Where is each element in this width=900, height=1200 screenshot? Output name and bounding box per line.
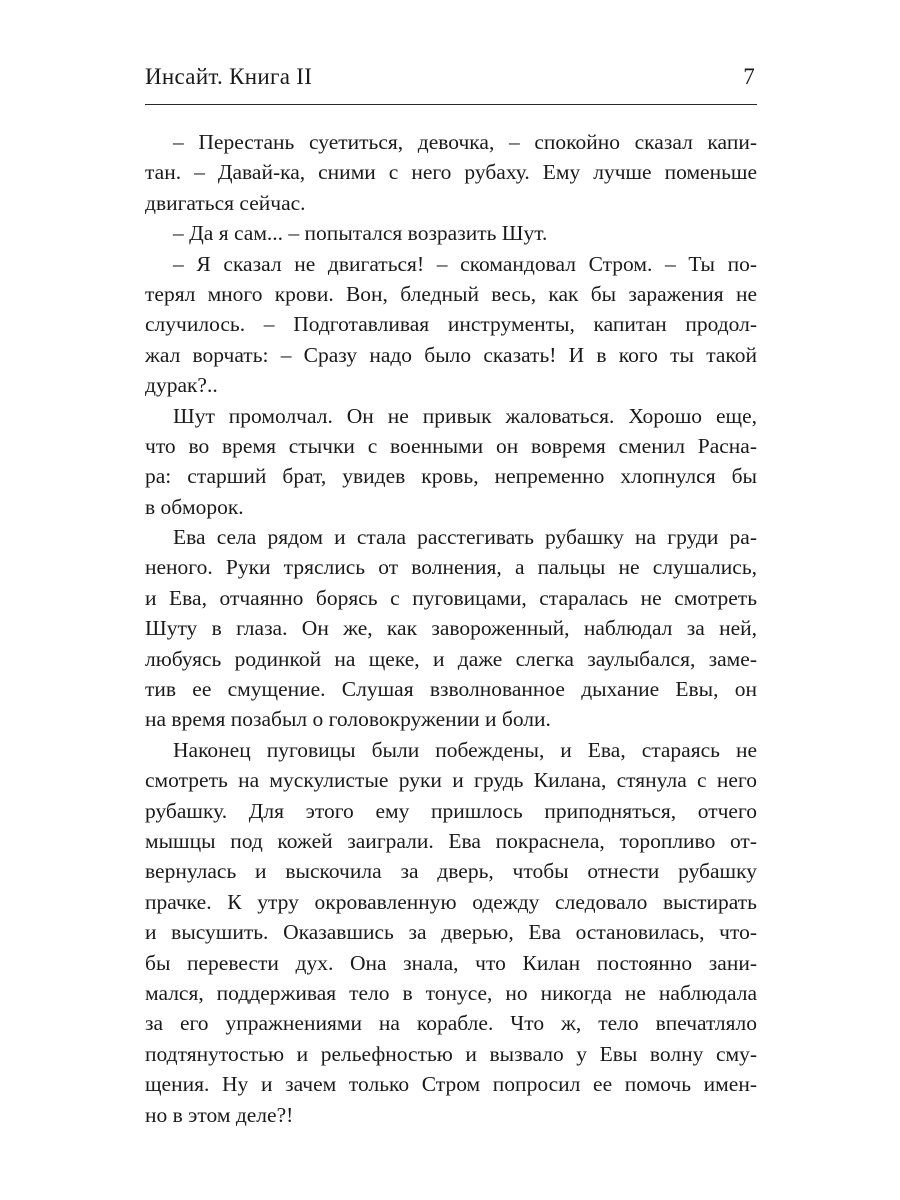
text-line: и высушить. Оказавшись за дверью, Ева остановилась, что- xyxy=(145,920,757,945)
paragraph xyxy=(145,127,757,218)
text-line: – Я сказал не двигаться! – скомандовал Стром. – Ты по- xyxy=(173,251,757,276)
text-line: бы перевести дух. Она знала, что Килан постоянно зани- xyxy=(145,950,757,975)
paragraph xyxy=(145,218,757,248)
text-line: рубашку. Для этого ему пришлось приподняться, отчего xyxy=(145,798,757,823)
text-line: случилось. – Подготавливая инструменты, капитан продол- xyxy=(145,312,757,337)
text-line: на время позабыл о головокружении и боли. xyxy=(145,707,551,732)
text-line: Шут промолчал. Он не привык жаловаться. Хорошо еще, xyxy=(173,403,757,428)
text-line: смотреть на мускулистые руки и грудь Килана, стянула с него xyxy=(145,768,757,793)
text-line: тан. – Давай-ка, сними с него рубаху. Ему лучше поменьше xyxy=(145,160,757,185)
paragraph xyxy=(145,735,757,1130)
text-line: – Перестань суетиться, девочка, – спокойно сказал капи- xyxy=(173,130,757,154)
paragraph xyxy=(145,249,757,401)
text-line: Наконец пуговицы были побеждены, и Ева, стараясь не xyxy=(173,737,757,762)
text-line: что во время стычки с военными он вовремя сменил Расна- xyxy=(145,433,757,458)
text-line: жал ворчать: – Сразу надо было сказать! И в кого ты такой xyxy=(145,342,757,367)
text-line: дурак?.. xyxy=(145,373,218,398)
text-line: ра: старший брат, увидев кровь, непременно хлопнулся бы xyxy=(145,464,757,489)
text-line: мался, поддерживая тело в тонусе, но никогда не наблюдала xyxy=(145,980,757,1005)
header-divider xyxy=(145,104,757,105)
text-line: двигаться сейчас. xyxy=(145,190,306,215)
text-line: и Ева, отчаянно борясь с пуговицами, старалась не смотреть xyxy=(145,585,757,610)
text-line: любуясь родинкой на щеке, и даже слегка заулыбался, заме- xyxy=(145,646,757,671)
text-line: но в этом деле?! xyxy=(145,1102,294,1127)
text-line: щения. Ну и зачем только Стром попросил ее помочь имен- xyxy=(145,1072,757,1097)
text-line: – Да я сам... – попытался возразить Шут. xyxy=(173,221,548,246)
text-line: мышцы под кожей заиграли. Ева покраснела, торопливо от- xyxy=(145,828,757,853)
body-text xyxy=(145,127,757,1130)
text-line: Шуту в глаза. Он же, как завороженный, наблюдал за ней, xyxy=(145,616,757,641)
text-line: в обморок. xyxy=(145,494,244,519)
book-title: Инсайт. Книга II xyxy=(145,64,313,89)
text-line: вернулась и выскочила за дверь, чтобы отнести рубашку xyxy=(145,859,757,884)
paragraph xyxy=(145,401,757,523)
text-line: тив ее смущение. Слушая взволнованное дыхание Евы, он xyxy=(145,677,757,702)
paragraph xyxy=(145,522,757,735)
page-number: 7 xyxy=(743,64,755,89)
book-page xyxy=(145,0,757,1200)
running-header xyxy=(145,64,757,96)
text-line: неного. Руки тряслись от волнения, а пальцы не слушались, xyxy=(145,555,757,580)
text-line: за его упражнениями на корабле. Что ж, тело впечатляло xyxy=(145,1011,757,1036)
text-line: Ева села рядом и стала расстегивать рубашку на груди ра- xyxy=(173,525,757,550)
text-line: терял много крови. Вон, бледный весь, как бы заражения не xyxy=(145,281,757,306)
text-line: прачке. К утру окровавленную одежду следовало выстирать xyxy=(145,889,757,914)
text-line: подтянутостью и рельефностью и вызвало у Евы волну сму- xyxy=(145,1041,757,1066)
